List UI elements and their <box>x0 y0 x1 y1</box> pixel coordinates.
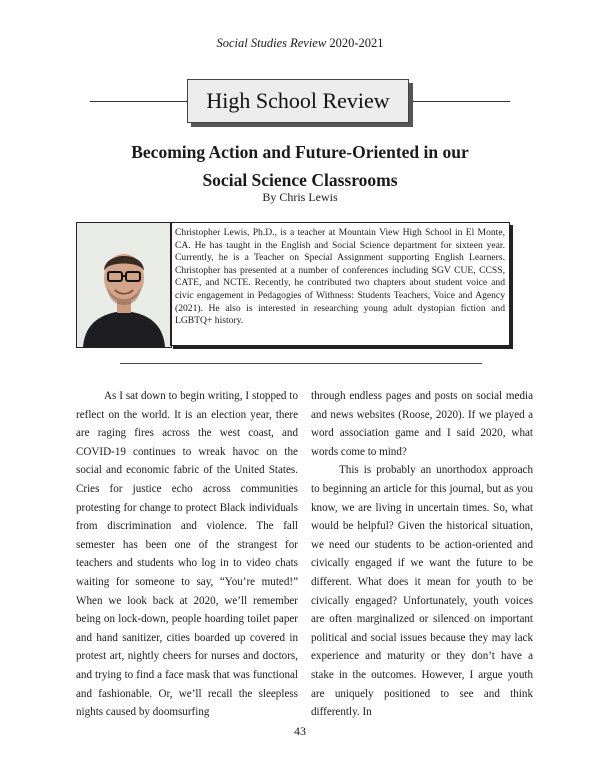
section-rule-right <box>410 101 510 102</box>
journal-name: Social Studies Review <box>216 36 327 50</box>
section-title: High School Review <box>206 88 390 113</box>
author-bio: Christopher Lewis, Ph.D., is a teacher at Mountain View High School in El Monte, CA. He has taught in the English and Social Science department for sixteen year. Currently, he is a Teacher on Special Assignment supporting English Learners. Christopher has presented at a number of conferences including SGV CUE, CCSS, CATE, and NCTE. Recently, he contributed two chapters about student voice and civic engagement in Pedagogies of Withness: Students Teachers, Voice and Agency (2021). He also is interested in researching young adult dystopian fiction and LGBTQ+ history. <box>175 227 505 327</box>
body-paragraph: As I sat down to begin writing, I stopped to reflect on the world. It is an election year, there are raging fires across the west coast, and COVID-19 continues to wreak havoc on the social and economic fabric of the United States. Cries for justice echo across communities protesting for change to protect Black individuals from discrimination and violence. The fall semester has been one of the strangest for teachers and students who log in to video chats waiting for someone to say, “You’re muted!” When we look back at 2020, we’ll remember being on lock-down, people hoarding toilet paper and hand sanitizer, cities boarded up covered in protest art, nightly cheers for nurses and doctors, and trying to find a face mask that was functional and fashionable. Or, we’ll recall the sleepless nights caused by doomsurfing <box>76 390 298 719</box>
body-paragraph-continued: through endless pages and posts on social media and news websites (Roose, 2020). If we played a word association game and I said 2020, what words come to mind? <box>311 390 533 458</box>
page-number: 43 <box>294 724 306 738</box>
byline: By Chris Lewis <box>262 190 338 204</box>
author-photo <box>76 222 172 348</box>
article-title-line-2: Social Science Classrooms <box>202 170 398 190</box>
divider-rule <box>120 363 482 364</box>
running-header <box>0 36 600 51</box>
article-title-line-1: Becoming Action and Future-Oriented in our <box>131 142 469 162</box>
body-paragraph: This is probably an unorthodox approach to beginning an article for this journal, but as you know, we are living in uncertain times. So, what would be helpful? Given the historical situation, we need our students to be action-oriented and civically engaged if we want the future to be different. What does it mean for youth to be civically engaged? Unfortunately, youth voices are often marginalized or silenced on important political and social issues because they may lack experience and maturity or they don’t have a stake in the outcomes. However, I argue youth are uniquely positioned to see and think differently. In <box>311 464 533 719</box>
author-bio-box <box>170 222 510 346</box>
author-portrait-image <box>77 223 171 347</box>
body-column-left <box>76 387 298 722</box>
body-column-right <box>311 387 533 722</box>
article-title <box>60 138 540 194</box>
journal-year: 2020-2021 <box>329 36 384 50</box>
section-rule-left <box>90 101 198 102</box>
section-title-box <box>187 79 409 123</box>
